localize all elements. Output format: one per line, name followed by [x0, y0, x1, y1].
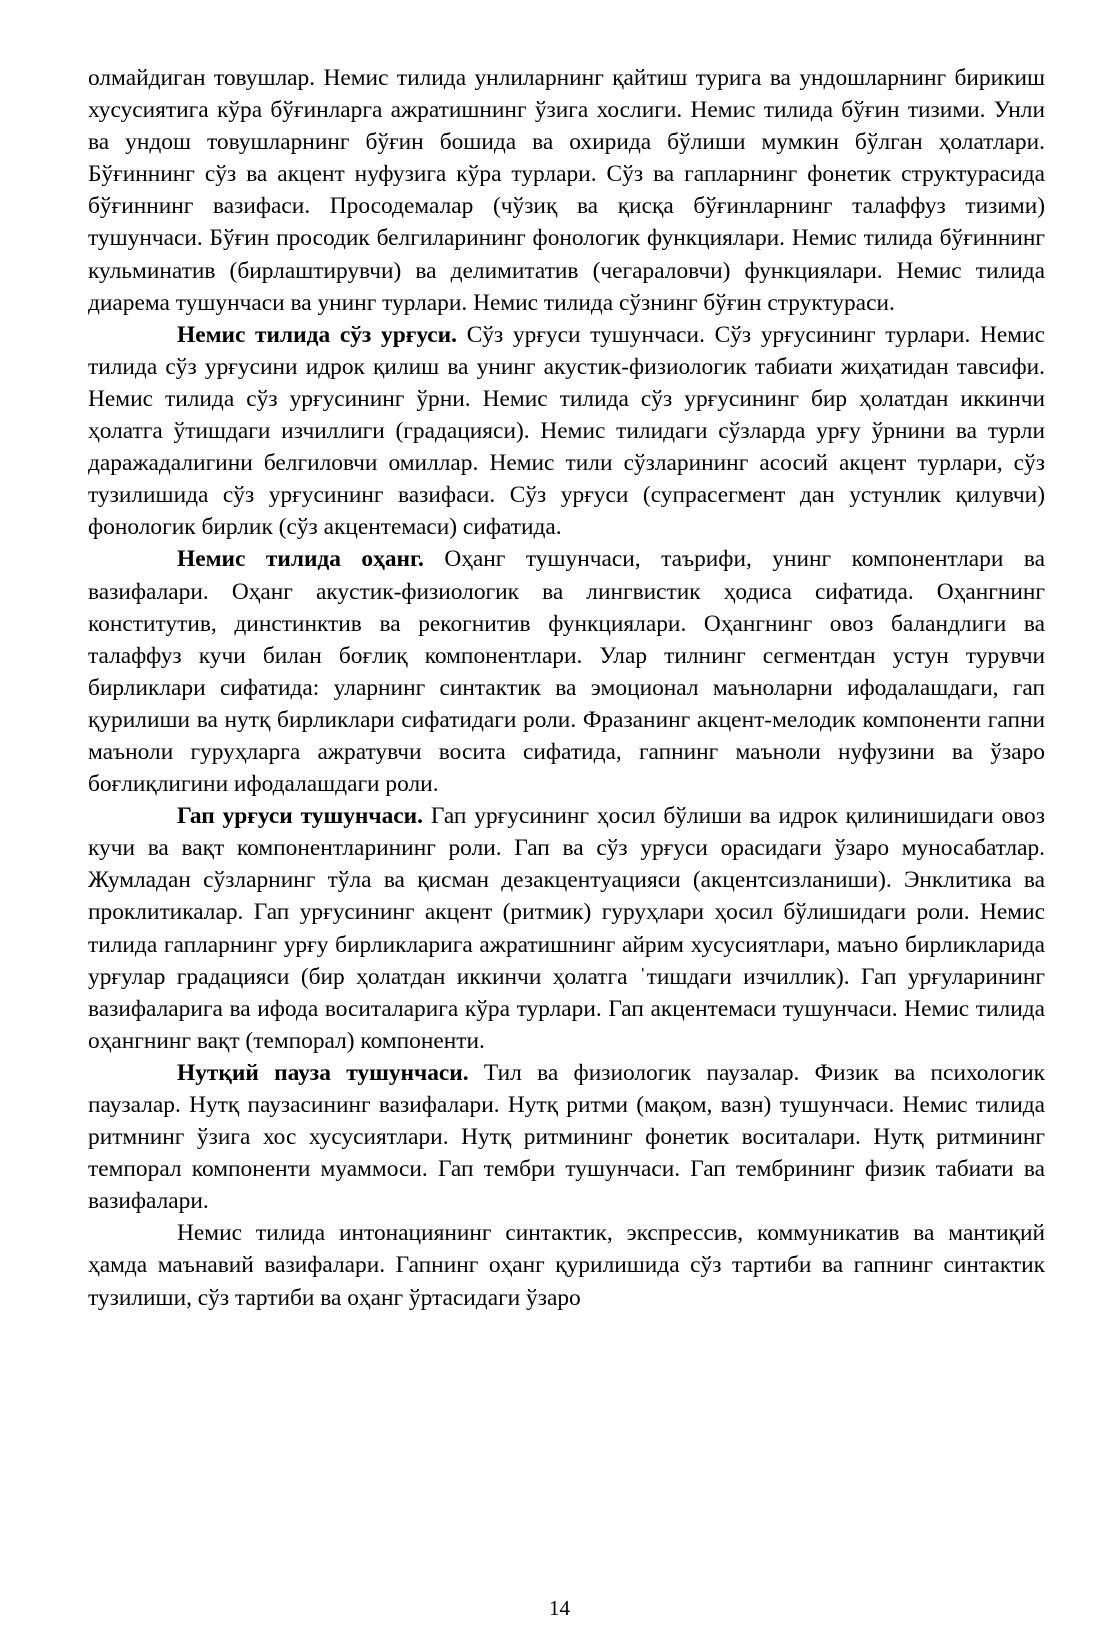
- page-number: 14: [549, 1596, 570, 1620]
- paragraph-text: Немис тилида интонациянинг синтактик, экспрессив, коммуникатив ва мантиқий ҳамда маънавий вазифалари. Гапнинг оҳанг қурилишида сўз тартиби ва гапнинг синтактик тузилиши, сўз тартиби ва оҳанг ўртасидаги ўзаро: [88, 1220, 1045, 1311]
- paragraph-heading: Немис тилида оҳанг.: [177, 546, 424, 573]
- paragraph-heading: Немис тилида сўз урғуси.: [177, 321, 458, 348]
- paragraph-text: Оҳанг тушунчаси, таърифи, унинг компонентлари ва вазифалари. Оҳанг акустик-физиологик ва лингвистик ҳодиса сифатида. Оҳангнинг конститутив, динстинктив ва рекогнитив функциялари. Оҳангнинг овоз баландлиги ва талаффуз кучи билан боғлиқ компонентлари. Улар тилнинг сегментдан устун турувчи бирликлари сифатида: уларнинг синтактик ва эмоционал маъноларни ифодалашдаги, гап қурилиши ва нутқ бирликлари сифатидаги роли. Фразанинг акцент-мелодик компоненти гапни маъноли гуруҳларга ажратувчи восита сифатида, гапнинг маъноли нуфузини ва ўзаро боғлиқлигини ифодалашдаги роли.: [88, 546, 1045, 798]
- paragraph-word-stress: [88, 319, 1045, 544]
- paragraph-text: Гап урғусининг ҳосил бўлиши ва идрок қилинишидаги овоз кучи ва вақт компонентларининг роли. Гап ва сўз урғуси орасидаги ўзаро муносабатлар. Жумладан сўзларнинг тўла ва қисман дезакцентуацияси (акцентсизланиши). Энклитика ва проклитикалар. Гап урғусининг акцент (ритмик) гуруҳлари ҳосил бўлишидаги роли. Немис тилида гапларнинг урғу бирликларига ажратишнинг айрим хусусиятлари, маъно бирликларида урғулар градацияси (бир ҳолатдан иккинчи ҳолатга ˈтишдаги изчиллик). Гап урғуларининг вазифаларига ва ифода воситаларига кўра турлари. Гап акцентемаси тушунчаси. Немис тилида оҳангнинг вақт (темпорал) компоненти.: [88, 803, 1045, 1054]
- document-page: [88, 62, 1045, 1314]
- paragraph-speech-pause: [88, 1057, 1045, 1217]
- paragraph-intonation-functions: [88, 1217, 1045, 1313]
- paragraph-heading: Нутқий пауза тушунчаси.: [177, 1059, 469, 1086]
- paragraph-text: Сўз урғуси тушунчаси. Сўз урғусининг турлари. Немис тилида сўз урғусини идрок қилиш ва унинг акустик-физиологик табиати жиҳатидан тавсифи. Немис тилида сўз урғусининг ўрни. Немис тилида сўз урғусининг бир ҳолатдан иккинчи ҳолатга ўтишдаги изчиллиги (градацияси). Немис тилидаги сўзларда урғу ўрнини ва турли даражадалигини белгиловчи омиллар. Немис тили сўзларининг асосий акцент турлари, сўз тузилишида сўз урғусининг вазифаси. Сўз урғуси (супрасегмент дан устунлик қилувчи) фонологик бирлик (сўз акцентемаси) сифатида.: [88, 321, 1046, 541]
- paragraph-continuation: [88, 62, 1045, 319]
- paragraph-heading: Гап урғуси тушунчаси.: [177, 803, 423, 830]
- paragraph-text: олмайдиган товушлар. Немис тилида унлиларнинг қайтиш турига ва ундошларнинг бирикиш хусусиятига кўра бўғинларга ажратишнинг ўзига хослиги. Немис тилида бўғин тизими. Унли ва ундош товушларнинг бўғин бошида ва охирида бўлиши мумкин бўлган ҳолатлари. Бўғиннинг сўз ва акцент нуфузига кўра турлари. Сўз ва гапларнинг фонетик структурасида бўғиннинг вазифаси. Просодемалар (чўзиқ ва қисқа бўғинларнинг талаффуз тизими) тушунчаси. Бўғин просодик белгиларининг фонологик функциялари. Немис тилида бўғиннинг кульминатив (бирлаштирувчи) ва делимитатив (чегараловчи) функциялари. Немис тилида диарема тушунчаси ва унинг турлари. Немис тилида сўзнинг бўғин структураси.: [88, 65, 1045, 316]
- paragraph-sentence-stress: [88, 800, 1045, 1057]
- paragraph-text: Тил ва физиологик паузалар. Физик ва психологик паузалар. Нутқ паузасининг вазифалари. Нутқ ритми (мақом, вазн) тушунчаси. Немис тилида ритмнинг ўзига хос хусусиятлари. Нутқ ритмининг фонетик воситалари. Нутқ ритмининг темпорал компоненти муаммоси. Гап тембри тушунчаси. Гап тембрининг физик табиати ва вазифалари.: [88, 1059, 1045, 1215]
- paragraph-intonation: [88, 543, 1045, 800]
